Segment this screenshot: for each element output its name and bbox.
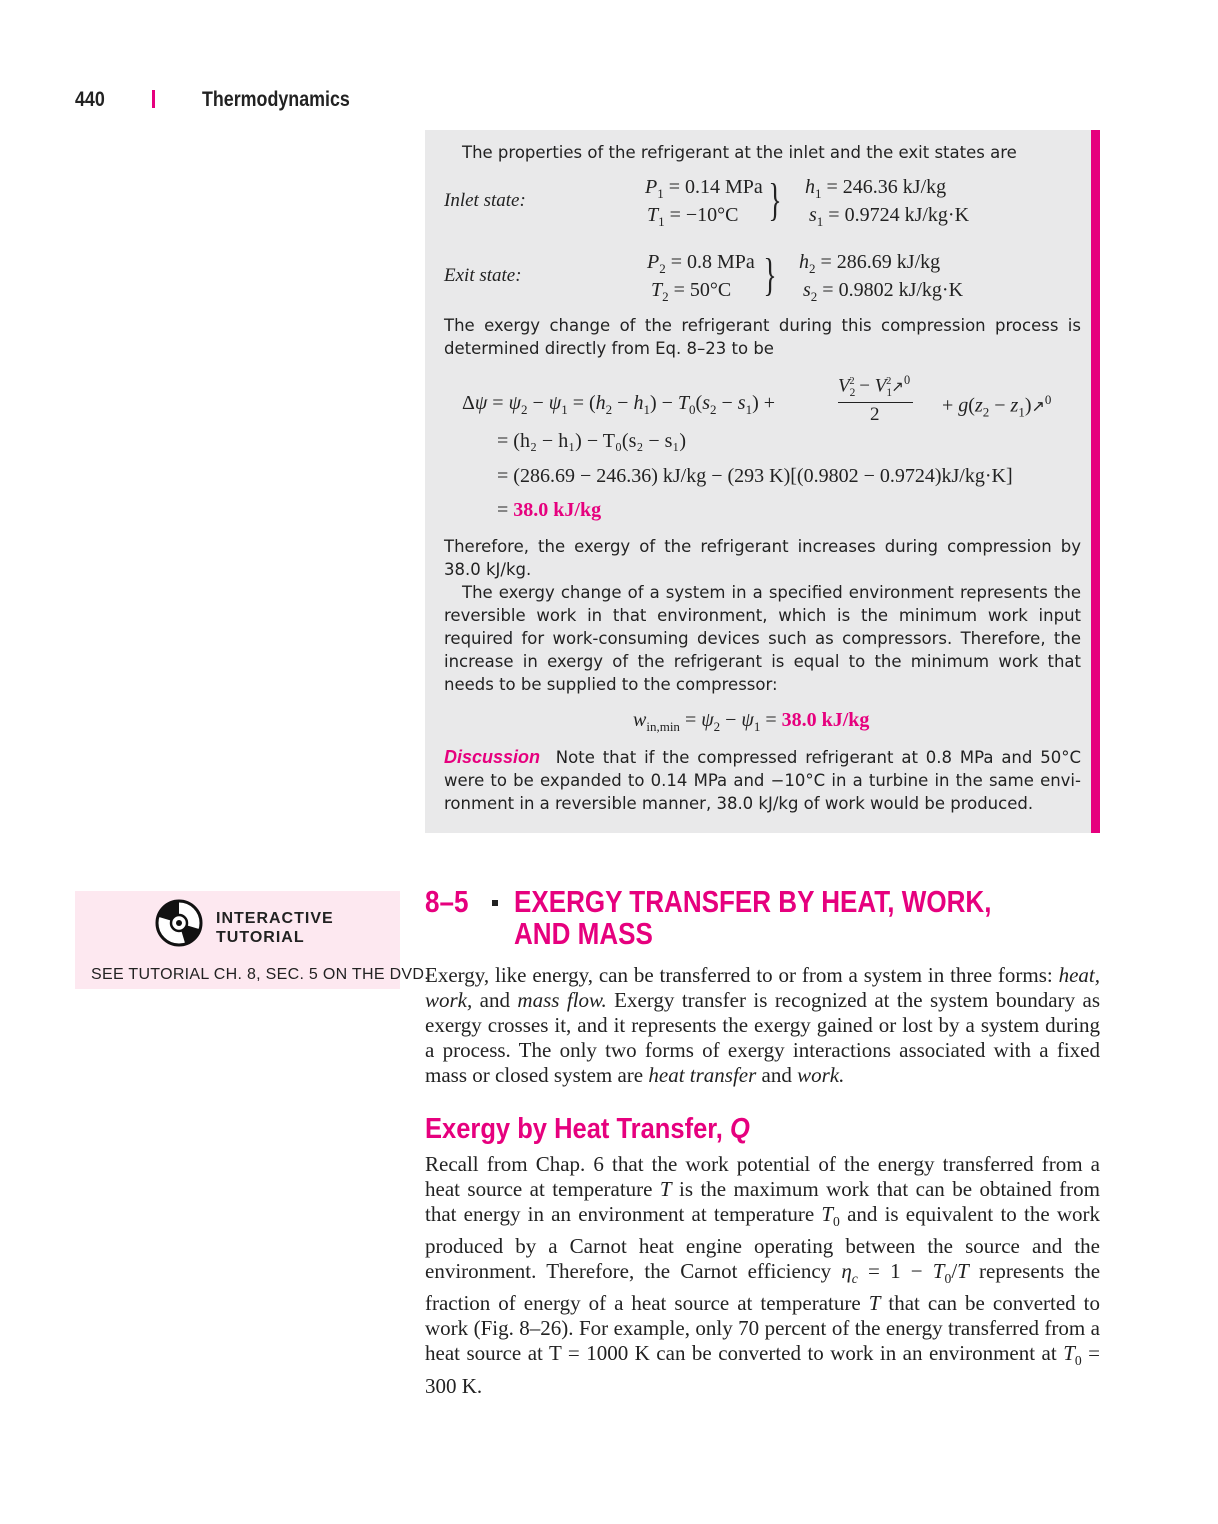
minimum-work-value: 38.0 kJ/kg [781,709,870,731]
inlet-state-label: Inlet state: [444,190,526,211]
exergy-equation-line3: = (286.69 − 246.36) kJ/kg − (293 K)[(0.9802 − 0.9724)kJ/kg·K] [497,465,1013,487]
running-title: Thermodynamics [202,88,350,111]
inlet-enthalpy: $h_1 = 246.36$ kJ/kg [805,176,947,201]
exit-temperature: $T_2 = 50^\circ C$ [651,279,732,304]
inlet-brace: } [768,174,782,225]
minimum-work-equation: $w_{in,min} = \psi_2 - \psi_1 = 38.0$ kJ/kg [633,709,870,734]
example-intro: The properties of the refrigerant at the inlet and the exit states are [462,143,1017,162]
section-intro-paragraph: Exergy, like energy, can be transferred to or from a system in three forms: heat, work, and mass flow. Exergy transfer is recognized at the system boundary as exergy crosses it, and it represents the exergy gained or lost by a system during a process. The only two forms of exergy interactions associated with a fixed mass or closed system are heat transfer and work. [425,963,1100,1087]
exit-enthalpy: $h_2 = 286.69$ kJ/kg [799,251,941,276]
exit-state-label: Exit state: [444,265,522,286]
exergy-equation-line2: = (h₂ − h₁) − T₀(s₂ − s₁) [497,430,687,452]
source-temperature: T = 1000 K [548,1341,650,1366]
inlet-pressure: $P_1 = 0.14$ MPa [645,176,763,201]
exit-pressure: $P_2 = 0.8$ MPa [647,251,755,276]
exergy-equation-result: = 38.0 kJ/kg [497,499,602,521]
example-side-rule [1091,130,1100,833]
exit-brace: } [763,249,777,300]
tutorial-label: INTERACTIVE TUTORIAL [216,910,334,946]
therefore-text: Therefore, the exergy of the refrigerant increases during compression by 38.0 kJ/kg. [444,537,1081,579]
exergy-result-value: 38.0 kJ/kg [513,499,602,521]
reversible-work-text: The exergy change of a system in a specified environment represents the reversible work in that environment, which is the minimum work input required for work-consuming devices such as compressors. Therefore, the increase in exergy of the refrigerant is equal to the minimum work that needs to be supplied to the compressor: [444,583,1081,694]
heat-transfer-paragraph: Recall from Chap. 6 that the work potential of the energy transferred from a heat source at temperature T is the maximum work that can be obtained from that energy in an environment at temperature $T_0$ and is equivalent to the work produced by a Carnot heat engine operating between the source and the environment. Therefore, the Carnot efficiency $\eta_c = 1 - T_0/T$ represents the fraction of energy of a heat source at temperature T that can be converted to work (Fig. 8–26). For example, only 70 percent of the energy transferred from a heat source at T = 1000 K can be converted to work in an environment at $T_0 = 300$ K. [425,1152,1101,1398]
velocity-term-numerator: $V_2^2$ − $V_1^2↗^0$ [838,373,911,400]
section-number: 8–5 [425,884,469,919]
exergy-change-text: The exergy change of the refrigerant during this compression process is determined directly from Eq. 8–23 to be [444,316,1081,358]
exergy-equation-line1: $\Delta\psi = \psi_2 - \psi_1 = (h_2 - h_1) - T_0(s_2 - s_1)$ + [462,392,776,417]
environment-temperature: 300 K. [425,1373,483,1398]
velocity-fraction-bar [838,402,913,403]
dvd-icon [155,899,203,947]
interactive-tutorial-box [75,891,430,989]
potential-term: + $g(z_2$ − $z_1)↗^0$ [942,392,1052,420]
section-title-line2: AND MASS [514,916,653,951]
section-title-line1: EXERGY TRANSFER BY HEAT, WORK, [514,884,992,919]
exit-entropy: $s_2 = 0.9802$ kJ/kg·K [803,279,964,304]
tutorial-note: SEE TUTORIAL CH. 8, SEC. 5 ON THE DVD. [91,966,430,983]
inlet-temperature: $T_1 = -10^\circ C$ [647,204,739,229]
discussion-label: Discussion [444,747,541,767]
velocity-term-denominator: 2 [870,404,880,425]
subsection-title: Exergy by Heat Transfer, Q [425,1113,750,1145]
discussion-text: Note that if the compressed refrigerant at 0.8 MPa and 50°C were to be expanded to 0.14 MPa and −10°C in a turbine in the same environment in a reversible manner, 38.0 kJ/kg of work would be produced. [444,748,1081,813]
section-bullet [492,900,498,906]
header-divider [152,90,155,108]
page-number: 440 [75,88,105,111]
discussion-paragraph [444,746,1081,815]
inlet-entropy: $s_1 = 0.9724$ kJ/kg·K [809,204,970,229]
